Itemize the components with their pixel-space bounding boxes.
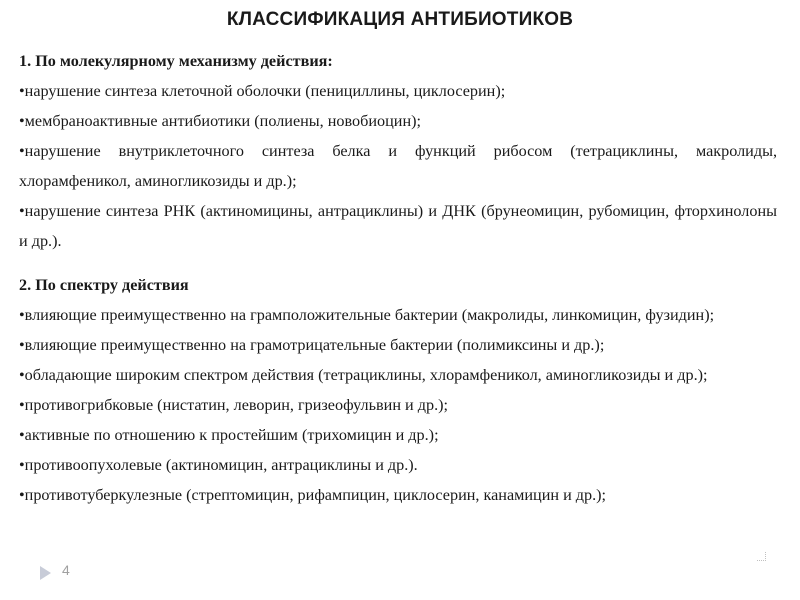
list-item: •противотуберкулезные (стрептомицин, рифампицин, циклосерин, канамицин и др.);	[19, 486, 607, 504]
page-number: 4	[62, 562, 70, 578]
list-item: •влияющие преимущественно на грамположительные бактерии (макролиды, линкомицин, фузидин);	[19, 306, 715, 324]
section-heading: 2. По спектру действия	[19, 276, 189, 294]
list-item: •нарушение синтеза РНК (актиномицины, антрациклины) и ДНК (брунеомицин, рубомицин, фторхинолоны и др.).	[19, 202, 777, 250]
section-mechanism	[19, 46, 777, 256]
list-item: •мембраноактивные антибиотики (полиены, новобиоцин);	[19, 112, 422, 130]
slide-title: КЛАССИФИКАЦИЯ АНТИБИОТИКОВ	[226, 9, 574, 30]
section-spectrum	[19, 270, 777, 510]
list-item: •противоопухолевые (актиномицин, антрациклины и др.).	[19, 456, 418, 474]
list-item: •нарушение синтеза клеточной оболочки (пенициллины, циклосерин);	[19, 82, 506, 100]
play-arrow-icon[interactable]	[40, 566, 51, 580]
list-item: •обладающие широким спектром действия (тетрациклины, хлорамфеникол, аминогликозиды и др.);	[19, 366, 708, 384]
slide-content	[19, 46, 777, 510]
list-item: •влияющие преимущественно на грамотрицательные бактерии (полимиксины и др.);	[19, 336, 605, 354]
corner-mark-icon	[757, 552, 766, 561]
list-item: •нарушение внутриклеточного синтеза белка и функций рибосом (тетрациклины, макролиды, хлорамфеникол, аминогликозиды и др.);	[19, 142, 777, 190]
section-heading: 1. По молекулярному механизму действия:	[19, 52, 333, 70]
list-item: •активные по отношению к простейшим (трихомицин и др.);	[19, 426, 439, 444]
list-item: •противогрибковые (нистатин, леворин, гризеофульвин и др.);	[19, 396, 449, 414]
